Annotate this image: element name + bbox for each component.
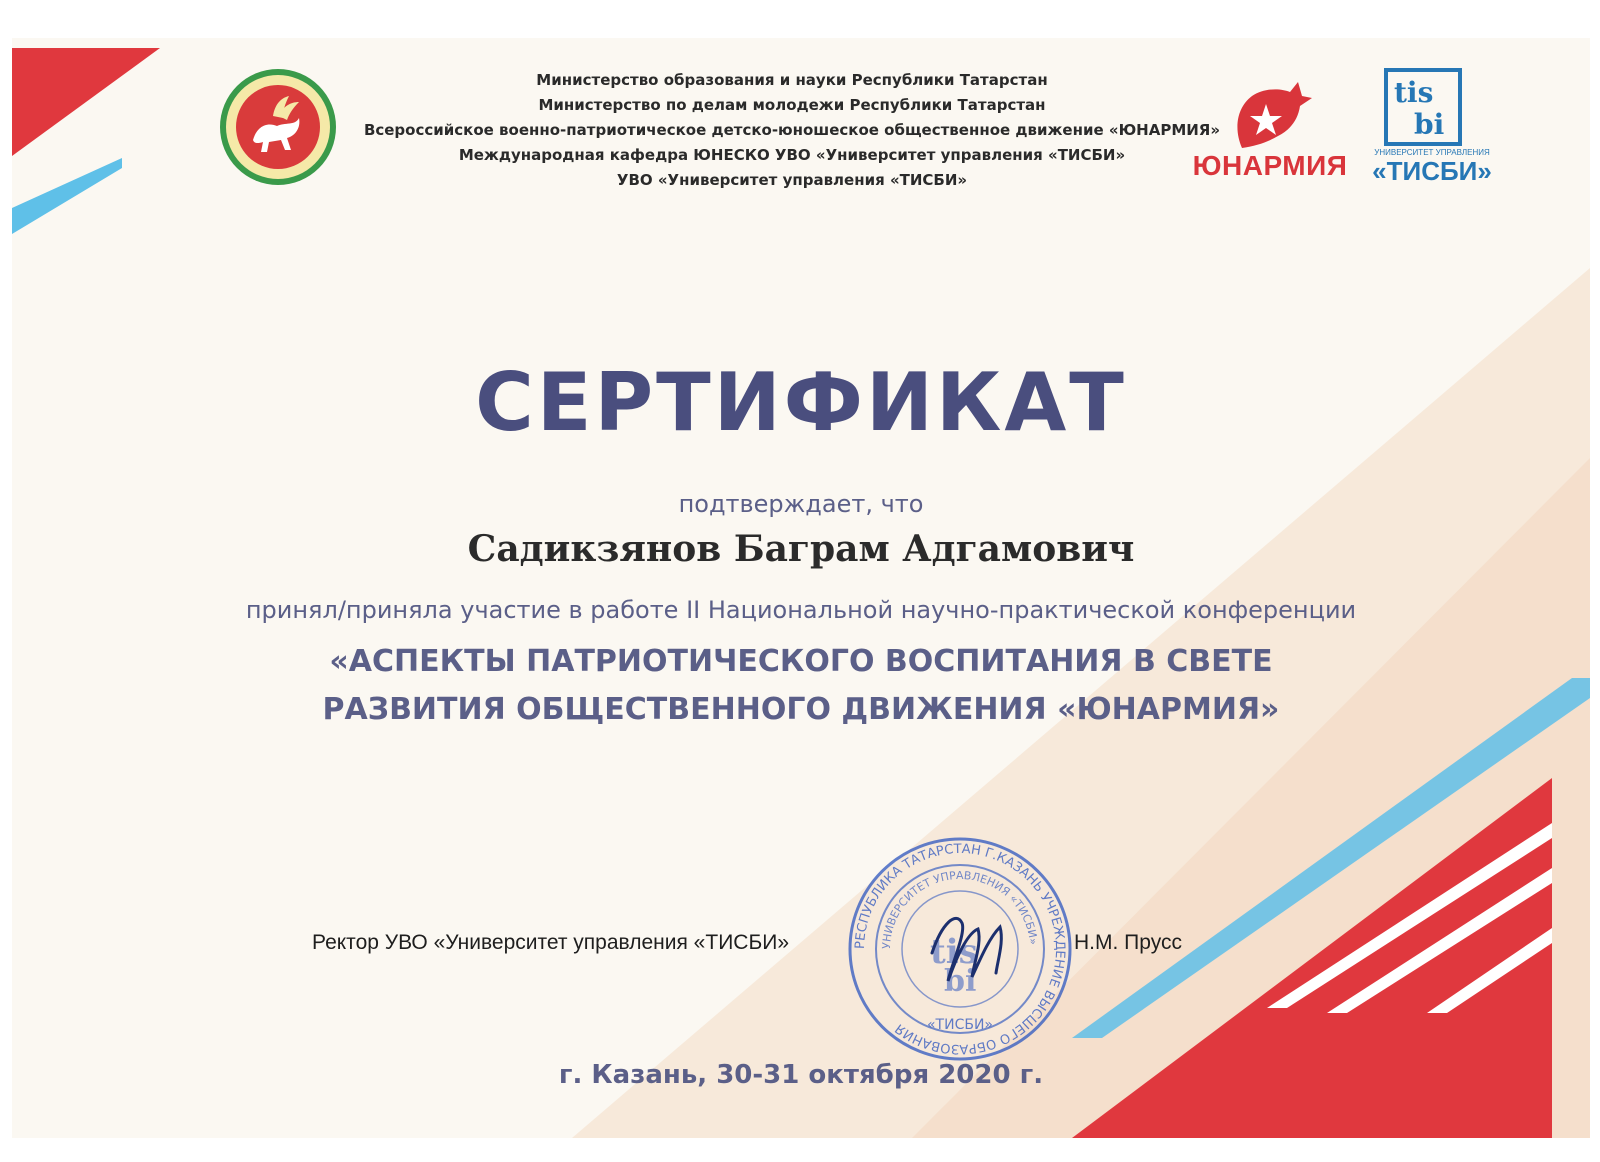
rector-name: Н.М. Прусс xyxy=(1074,931,1182,954)
yunarmia-logo-text: ЮНАРМИЯ xyxy=(1192,150,1348,181)
svg-text:tis: tis xyxy=(1394,76,1434,109)
header-line: Всероссийское военно-патриотическое детско-юношеское общественное движение «ЮНАРМИЯ» xyxy=(363,121,1221,139)
svg-text:tis: tis xyxy=(930,932,978,972)
conference-title-line: РАЗВИТИЯ ОБЩЕСТВЕННОГО ДВИЖЕНИЯ «ЮНАРМИЯ» xyxy=(322,692,1280,727)
svg-text:«ТИСБИ»: «ТИСБИ» xyxy=(926,1017,994,1033)
rector-signature-icon xyxy=(912,893,1032,993)
tatarstan-emblem-icon xyxy=(217,66,339,188)
rector-label: Ректор УВО «Университет управления «ТИСБИ» xyxy=(312,931,790,954)
blue-stripe-top-left xyxy=(12,158,122,234)
place-and-date: г. Казань, 30-31 октября 2020 г. xyxy=(558,1060,1044,1090)
certificate-title: СЕРТИФИКАТ xyxy=(475,356,1127,449)
conference-title-line: «АСПЕКТЫ ПАТРИОТИЧЕСКОГО ВОСПИТАНИЯ В СВЕТЕ xyxy=(329,644,1273,679)
participation-text: принял/приняла участие в работе II Национальной научно-практической конференции xyxy=(245,596,1357,624)
decorative-background xyxy=(12,38,1590,1138)
header-line: УВО «Университет управления «ТИСБИ» xyxy=(616,171,968,189)
confirm-text: подтверждает, что xyxy=(678,490,924,518)
svg-text:УНИВЕРСИТЕТ УПРАВЛЕНИЯ «ТИСБИ»: УНИВЕРСИТЕТ УПРАВЛЕНИЯ «ТИСБИ» xyxy=(879,868,1040,950)
certificate-sheet xyxy=(12,38,1590,1138)
tisbi-logo-subtitle: УНИВЕРСИТЕТ УПРАВЛЕНИЯ xyxy=(1374,148,1490,157)
header-line: Министерство образования и науки Республики Татарстан xyxy=(536,71,1048,89)
svg-text:bi: bi xyxy=(1414,108,1445,141)
issuing-organizations xyxy=(342,68,1242,193)
tisbi-logo-icon xyxy=(1382,66,1464,148)
tisbi-logo-text: «ТИСБИ» xyxy=(1372,156,1492,186)
header-line: Международная кафедра ЮНЕСКО УВО «Университет управления «ТИСБИ» xyxy=(458,146,1126,164)
red-stripe-top-left xyxy=(12,48,160,156)
svg-text:bi: bi xyxy=(944,964,977,999)
recipient-name: Садикзянов Баграм Адгамович xyxy=(467,528,1135,570)
header-line: Министерство по делам молодежи Республики Татарстан xyxy=(538,96,1046,114)
conference-title xyxy=(162,638,1440,734)
svg-text:РЕСПУБЛИКА ТАТАРСТАН Г.КАЗАНЬ: РЕСПУБЛИКА ТАТАРСТАН Г.КАЗАНЬ УЧРЕЖДЕНИЕ ВЫСШЕГО ОБРАЗОВАНИЯ xyxy=(852,841,1068,1057)
